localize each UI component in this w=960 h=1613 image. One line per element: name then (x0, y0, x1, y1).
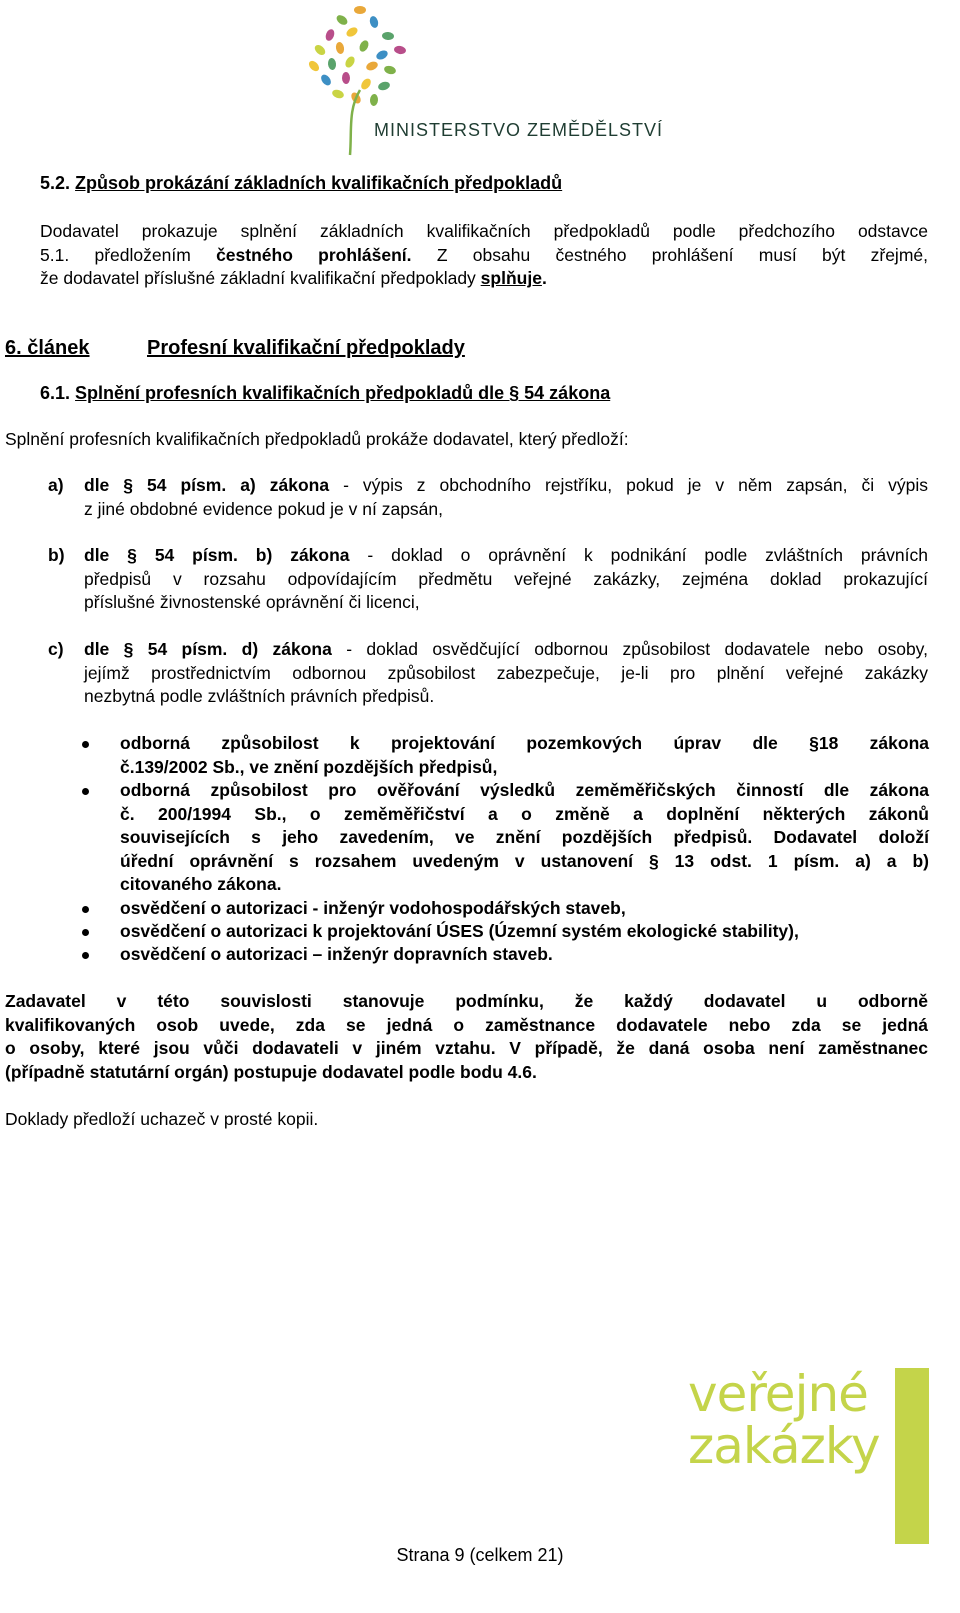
leaf-shape (393, 45, 406, 55)
leaf-shape (327, 58, 336, 71)
list-item-b: b) dle § 54 písm. b) zákona - doklad o oprávnění k podnikání podle zvláštních právních předpisů v rozsahu odpovídajícím předmětu veřejné zakázky, zejména doklad prokazující příslušné živnostenské oprávnění či licenci, (48, 545, 928, 612)
leaf-shape (335, 13, 349, 27)
list-item-c: c) dle § 54 písm. d) zákona - doklad osvědčující odbornou způsobilost dodavatele nebo osoby, jejímž prostřednictvím odbornou způsobilost zabezpečuje, je-li pro plnění veřejné zakázky nezbytná podle zvláštních právních předpisů. (48, 639, 928, 706)
bullet-dot-icon (82, 788, 89, 795)
ministry-logo (290, 0, 670, 160)
bullet-item: osvědčení o autorizaci – inženýr dopravních staveb. (82, 943, 929, 967)
logo-word: zakázky (688, 1417, 880, 1475)
bullet-item: odborná způsobilost pro ověřování výsledků zeměměřičských činností dle zákona č. 200/1994 Sb., o zeměměřičství a o změně a doplnění některých zákonů souvisejících s jeho zavedením, ve znění pozdějších předpisů. Dodavatel doloží úřední oprávnění s rozsahem uvedeným v ustanovení § 13 odst. 1 písm. a) a b) citovaného zákona. (82, 779, 929, 897)
section-5-2-heading (40, 173, 562, 194)
leaf-shape (319, 73, 333, 87)
leaf-shape (331, 88, 345, 100)
item-label: c) (48, 639, 64, 659)
leaf-shape (377, 80, 391, 91)
leaf-shape (370, 94, 379, 107)
page-number: Strana 9 (celkem 21) (396, 1545, 564, 1565)
paragraph-line: Dodavatel prokazuje splnění základních kvalifikačních předpokladů podle předchozího odstavce (40, 221, 928, 241)
item-label: a) (48, 475, 64, 495)
item-law-ref: dle § 54 písm. a) zákona (84, 475, 330, 495)
section-number: 5.2. (40, 173, 71, 193)
article-6-heading (5, 337, 465, 360)
paragraph-line: že dodavatel příslušné základní kvalifikační předpoklady splňuje. (40, 268, 547, 288)
item-label: b) (48, 545, 65, 565)
leaf-shape (365, 60, 379, 72)
leaf-shape (335, 41, 345, 54)
bullet-dot-icon (82, 741, 89, 748)
leaf-shape (359, 77, 373, 91)
item-law-ref: dle § 54 písm. d) zákona (84, 639, 332, 659)
section-title: Způsob prokázání základních kvalifikačních předpokladů (75, 173, 563, 193)
section-6-1-heading (40, 383, 610, 404)
bullet-dot-icon (82, 952, 89, 959)
verejne-zakazky-logo (688, 1365, 880, 1475)
leaf-shape (313, 43, 327, 57)
bullet-item: osvědčení o autorizaci - inženýr vodohospodářských staveb, (82, 897, 929, 921)
leaf-shape (345, 25, 359, 38)
ministry-name: MINISTERSTVO ZEMĚDĚLSTVÍ (374, 120, 664, 140)
article-number: 6. článek (5, 337, 90, 359)
section-title: Splnění profesních kvalifikačních předpokladů dle § 54 zákona (75, 383, 611, 403)
brand-bar (895, 1368, 929, 1544)
leaf-shape (342, 72, 350, 84)
bullet-dot-icon (82, 929, 89, 936)
section-5-2-paragraph (40, 220, 928, 291)
closing-paragraph: Zadavatel v této souvislosti stanovuje podmínku, že každý dodavatel u odborně kvalifikovaných osob uvede, zda se jedná o zaměstnance dodavatele nebo zda se jedná o osoby, které jsou vůči dodavateli v jiném vztahu. V případě, že daná osoba není zaměstnanec (případně statutární orgán) postupuje dodavatel podle bodu 4.6. (5, 991, 928, 1082)
list-item-a: a) dle § 54 písm. a) zákona - výpis z obchodního rejstříku, pokud je v něm zapsán, či výpis z jiné obdobné evidence pokud je v ní zapsán, (48, 475, 928, 519)
logo-word: veřejné (688, 1365, 868, 1423)
bullet-item: odborná způsobilost k projektování pozemkových úprav dle §18 zákona č.139/2002 Sb., ve znění pozdějších předpisů, (82, 732, 929, 779)
closing-note: Doklady předloží uchazeč v prosté kopii. (5, 1109, 319, 1129)
leaf-shape (307, 59, 321, 73)
item-law-ref: dle § 54 písm. b) zákona (84, 545, 350, 565)
bullet-item: osvědčení o autorizaci k projektování ÚSES (Územní systém ekologické stability), (82, 920, 929, 944)
section-6-1-intro: Splnění profesních kvalifikačních předpokladů prokáže dodavatel, který předloží: (5, 429, 629, 449)
paragraph-line: 5.1. předložením čestného prohlášení. Z obsahu čestného prohlášení musí být zřejmé, (40, 244, 928, 265)
leaf-shape (383, 65, 397, 76)
article-title: Profesní kvalifikační předpoklady (147, 337, 465, 359)
leaf-shape (354, 6, 366, 14)
section-number: 6.1. (40, 383, 71, 403)
leaf-shape (369, 15, 380, 29)
leaf-shape (343, 55, 356, 69)
leaf-shape (382, 31, 395, 40)
leaf-shape (324, 28, 336, 42)
leaf-shape (375, 49, 389, 62)
bullet-dot-icon (82, 906, 89, 913)
leaf-shape (358, 39, 370, 53)
